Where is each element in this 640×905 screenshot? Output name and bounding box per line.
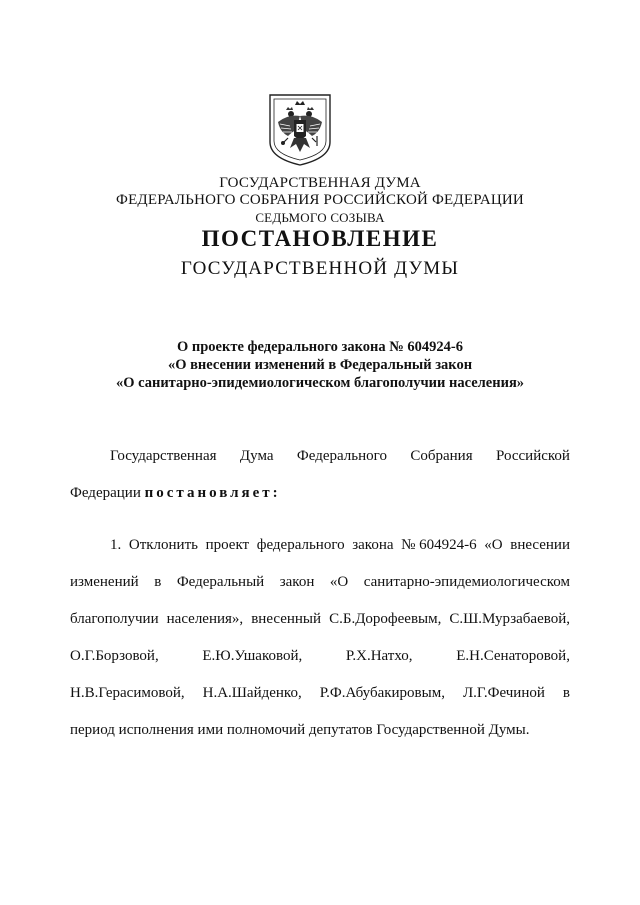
subject-line1: О проекте федерального закона № 604924-6 <box>176 339 464 355</box>
resolution-line2 <box>70 564 570 601</box>
word: внесенный <box>251 611 322 627</box>
convocation-line: СЕДЬМОГО СОЗЫВА <box>255 210 385 225</box>
word: в <box>154 574 162 590</box>
word: закона <box>352 537 394 553</box>
word: Р.Ф.Абубакировым, <box>319 685 445 701</box>
word: населения», <box>166 611 244 627</box>
word: Федерации <box>70 485 141 501</box>
preamble-line1 <box>70 438 570 475</box>
word: С.Б.Дорофеевым, <box>329 611 442 627</box>
resolution-line6: период исполнения ими полномочий депутатов Государственной Думы. <box>70 722 530 738</box>
word: «О <box>329 574 349 590</box>
word: «О <box>484 537 503 553</box>
resolution-line1 <box>70 527 570 564</box>
word: в <box>562 685 570 701</box>
word: Федерального <box>296 448 387 464</box>
org-name-line2: ФЕДЕРАЛЬНОГО СОБРАНИЯ РОССИЙСКОЙ ФЕДЕРАЦИИ <box>116 192 524 208</box>
word: закон <box>279 574 315 590</box>
resolution-line4 <box>70 638 570 675</box>
word: С.Ш.Мурзабаевой, <box>449 611 570 627</box>
word: изменений <box>70 574 139 590</box>
word: Федеральный <box>176 574 265 590</box>
word: внесении <box>510 537 570 553</box>
word: Е.Ю.Ушаковой, <box>202 648 303 664</box>
resolution-paragraph <box>70 527 570 749</box>
subject-line2: «О внесении изменений в Федеральный закон <box>167 357 473 373</box>
word: Н.В.Герасимовой, <box>70 685 185 701</box>
word: Е.Н.Сенаторовой, <box>456 648 570 664</box>
preamble-paragraph <box>70 438 570 512</box>
word: санитарно-эпидемиологическом <box>363 574 570 590</box>
word: О.Г.Борзовой, <box>70 648 159 664</box>
word: проект <box>205 537 250 553</box>
document-subject <box>0 338 640 392</box>
russian-coat-of-arms-icon <box>266 92 334 168</box>
preamble-line2 <box>70 475 570 512</box>
document-type-subtitle: ГОСУДАРСТВЕННОЙ ДУМЫ <box>180 258 460 279</box>
word: Отклонить <box>128 537 198 553</box>
resolves-keyword: постановляет: <box>144 485 281 501</box>
word: федерального <box>256 537 345 553</box>
word: Р.Х.Натхо, <box>345 648 413 664</box>
word: Собрания <box>410 448 473 464</box>
document-type-title: ПОСТАНОВЛЕНИЕ <box>201 226 439 251</box>
word: благополучии <box>70 611 159 627</box>
word: № 604924-6 <box>401 537 477 553</box>
subject-line3: «О санитарно-эпидемиологическом благополучии населения» <box>115 375 525 391</box>
word: Российской <box>496 448 570 464</box>
word: Н.А.Шайденко, <box>202 685 302 701</box>
resolution-line3 <box>70 601 570 638</box>
word: Государственная <box>110 448 217 464</box>
resolution-line5 <box>70 675 570 712</box>
word: Л.Г.Фечиной <box>462 685 545 701</box>
org-name-line1: ГОСУДАРСТВЕННАЯ ДУМА <box>219 175 421 191</box>
word: Дума <box>239 448 274 464</box>
word: 1. <box>110 537 122 553</box>
